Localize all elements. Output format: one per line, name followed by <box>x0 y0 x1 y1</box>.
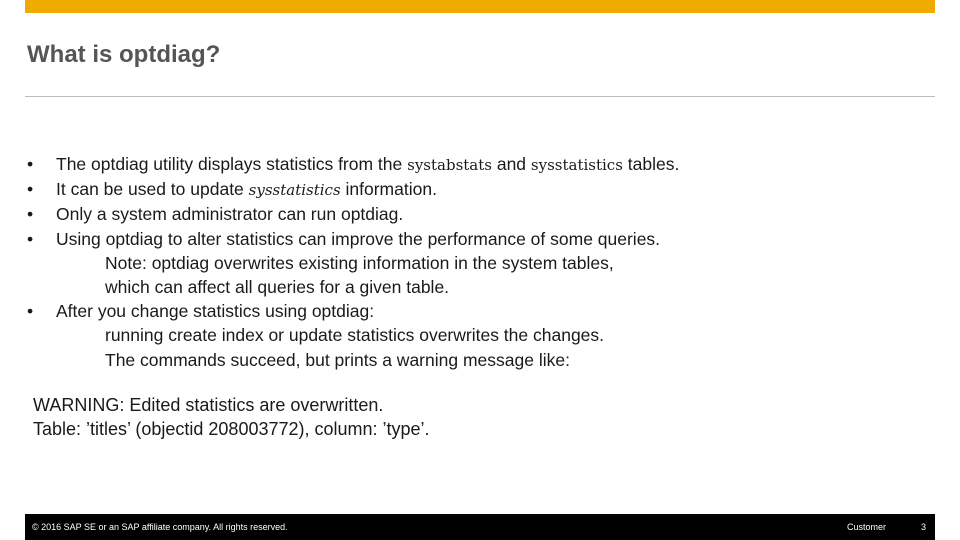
warning-line: WARNING: Edited statistics are overwritten. <box>33 395 384 415</box>
bullet-list <box>27 152 907 372</box>
table-name: sysstatistics <box>248 181 341 200</box>
bullet-text: Only a system administrator can run optdiag. <box>56 204 404 225</box>
bullet-item <box>27 152 907 177</box>
warning-message <box>33 393 430 441</box>
table-name: sysstatistics <box>530 156 623 174</box>
bullet-marker: • <box>27 204 34 225</box>
bullet-text: information. <box>340 179 437 200</box>
bullet-marker: • <box>27 179 34 200</box>
slide-title: What is optdiag? <box>27 41 221 68</box>
accent-bar <box>25 0 935 13</box>
bullet-text: The optdiag utility displays statistics from the <box>56 154 408 174</box>
bullet-text: After you change statistics using optdiag: <box>56 301 375 322</box>
bullet-text: It can be used to update <box>56 179 249 200</box>
bullet-text: tables. <box>622 154 680 174</box>
bullet-marker: • <box>27 228 34 249</box>
sub-note-line: The commands succeed, but prints a warning message like: <box>105 349 570 370</box>
copyright-text: © 2016 SAP SE or an SAP affiliate company. All rights reserved. <box>32 522 288 532</box>
bullet-item <box>27 202 907 226</box>
bullet-marker: • <box>27 154 34 174</box>
bullet-text: and <box>491 154 531 174</box>
sub-note-line: running create index or update statistics overwrites the changes. <box>105 325 605 346</box>
bullet-marker: • <box>27 301 34 322</box>
page-number: 3 <box>921 522 927 532</box>
sub-note-line: Note: optdiag overwrites existing information in the system tables, <box>105 252 614 273</box>
bullet-item <box>27 177 907 202</box>
bullet-text: Using optdiag to alter statistics can improve the performance of some queries. <box>56 228 661 249</box>
table-name: systabstats <box>407 156 492 174</box>
warning-line: Table: ’titles’ (objectid 208003772), column: ’type’. <box>33 419 430 439</box>
classification-label: Customer <box>847 522 887 532</box>
bullet-item <box>27 299 907 323</box>
footer-bar <box>25 514 935 540</box>
bullet-item <box>27 227 907 251</box>
sub-note-line: which can affect all queries for a given table. <box>105 277 450 298</box>
title-divider <box>25 96 935 97</box>
